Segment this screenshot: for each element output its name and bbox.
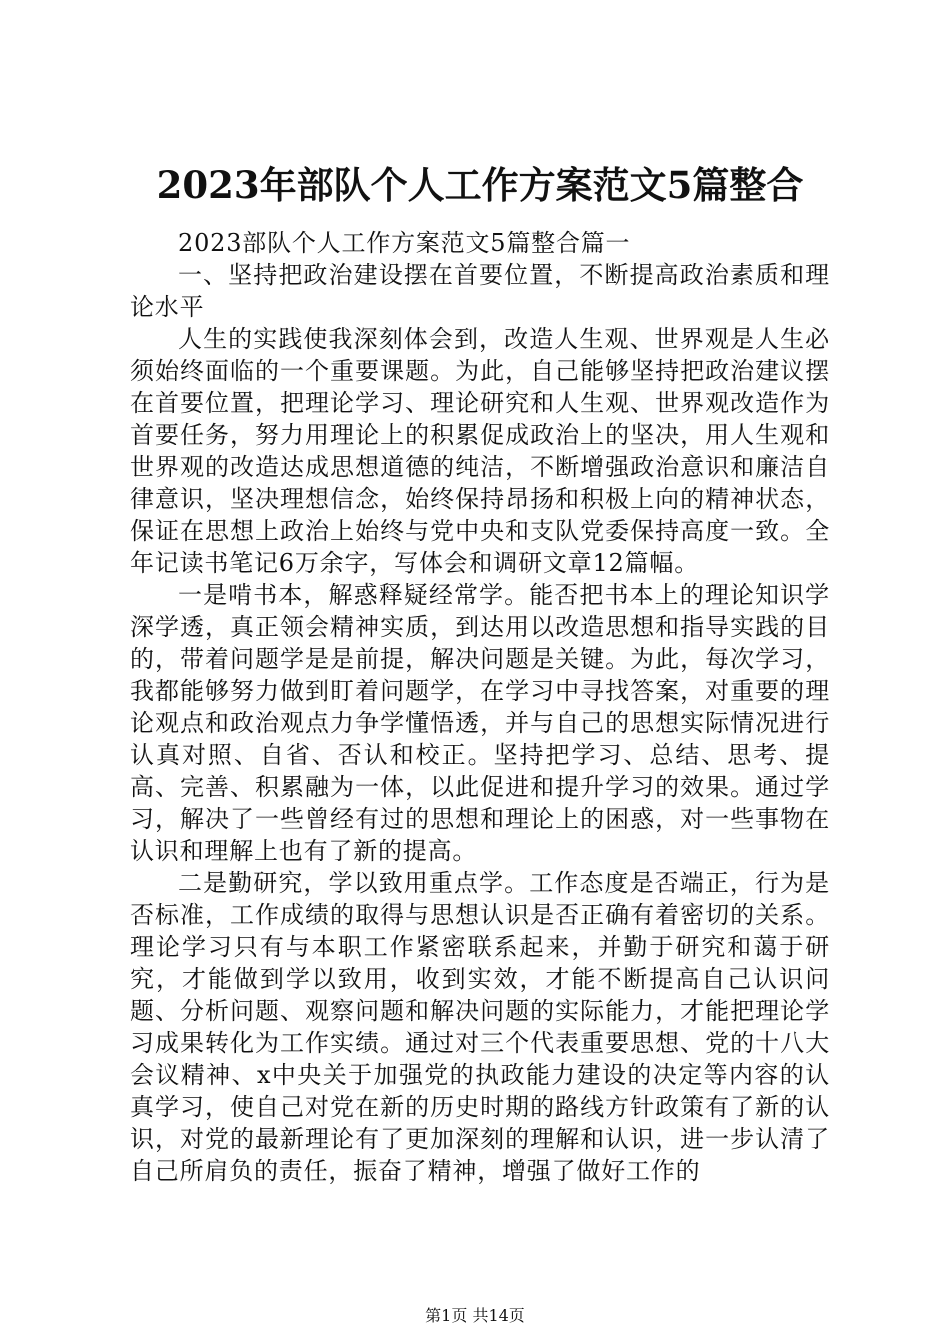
paragraph: 一是啃书本，解惑释疑经常学。能否把书本上的理论知识学深学透，真正领会精神实质，到达用以改造思想和指导实践的目的，带着问题学是是前提，解决问题是关键。为此，每次学习，我都能够努力做到盯着问题学，在学习中寻找答案，对重要的理论观点和政治观点力争学懂悟透，并与自己的思想实际情况进行认真对照、自省、否认和校正。坚持把学习、总结、思考、提高、完善、积累融为一体，以此促进和提升学习的效果。通过学习，解决了一些曾经有过的思想和理论上的困惑，对一些事物在认识和理解上也有了新的提高。 — [130, 581, 830, 865]
document-body — [130, 227, 830, 1187]
paragraph-section-heading: 一、坚持把政治建设摆在首要位置，不断提高政治素质和理论水平 — [130, 261, 830, 321]
document-page — [130, 0, 830, 1344]
paragraph: 人生的实践使我深刻体会到，改造人生观、世界观是人生必须始终面临的一个重要课题。为此，自己能够坚持把政治建议摆在首要位置，把理论学习、理论研究和人生观、世界观改造作为首要任务，努力用理论上的积累促成政治上的坚决，用人生观和世界观的改造达成思想道德的纯洁，不断增强政治意识和廉洁自律意识，坚决理想信念，始终保持昂扬和积极上向的精神状态，保证在思想上政治上始终与党中央和支队党委保持高度一致。全年记读书笔记6万余字，写体会和调研文章12篇幅。 — [130, 325, 830, 577]
paragraph: 二是勤研究，学以致用重点学。工作态度是否端正，行为是否标准，工作成绩的取得与思想认识是否正确有着密切的关系。理论学习只有与本职工作紧密联系起来，并勤于研究和蔼于研究，才能做到学以致用，收到实效，才能不断提高自己认识问题、分析问题、观察问题和解决问题的实际能力，才能把理论学习成果转化为工作实绩。通过对三个代表重要思想、党的十八大会议精神、x中央关于加强党的执政能力建设的决定等内容的认真学习，使自己对党在新的历史时期的路线方针政策有了新的认识，对党的最新理论有了更加深刻的理解和认识，进一步认清了自己所肩负的责任，振奋了精神，增强了做好工作的 — [130, 869, 830, 1185]
page-footer: 第1页 共14页 — [425, 1306, 525, 1325]
paragraph-subtitle: 2023部队个人工作方案范文5篇整合篇一 — [178, 229, 631, 257]
document-title: 2023年部队个人工作方案范文5篇整合 — [156, 163, 804, 207]
